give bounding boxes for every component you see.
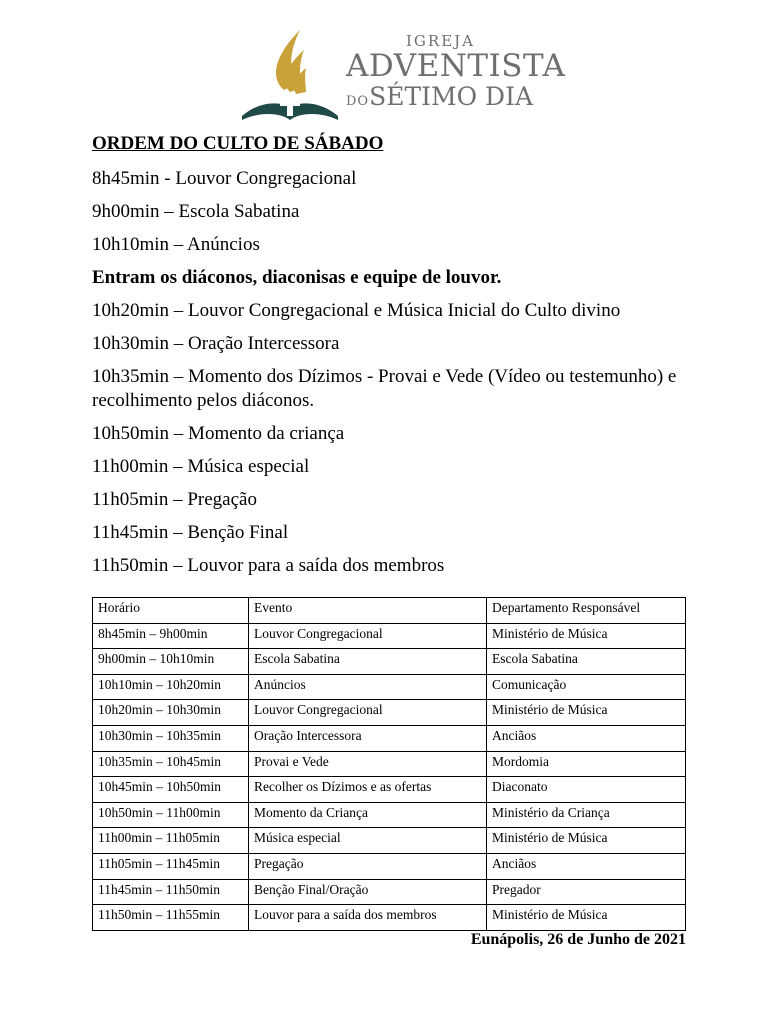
cell-horario: 11h00min – 11h05min [93,828,249,854]
cell-horario: 10h20min – 10h30min [93,700,249,726]
schedule-line: 11h00min – Música especial [92,456,310,477]
cell-evento: Louvor Congregacional [249,700,487,726]
schedule-line: 11h50min – Louvor para a saída dos membros [92,555,445,576]
schedule-line: 10h35min – Momento dos Dízimos - Provai e Vede (Vídeo ou testemunho) e recolhimento pelos diáconos. [92,366,677,411]
cell-evento: Recolher os Dízimos e as ofertas [249,777,487,803]
table-row [93,777,686,803]
cell-departamento: Pregador [487,879,686,905]
schedule-line: Entram os diáconos, diaconisas e equipe de louvor. [92,267,502,288]
schedule-line: 9h00min – Escola Sabatina [92,201,300,222]
table-row [93,623,686,649]
schedule-line: 8h45min - Louvor Congregacional [92,168,357,189]
header-horario: Horário [93,598,249,624]
cell-departamento: Mordomia [487,751,686,777]
date-location: Eunápolis, 26 de Junho de 2021 [470,931,686,948]
flame-bible-cross-icon [240,26,340,122]
cell-departamento: Diaconato [487,777,686,803]
table-row [93,751,686,777]
cell-evento: Música especial [249,828,487,854]
cell-evento: Louvor para a saída dos membros [249,905,487,931]
cell-horario: 9h00min – 10h10min [93,649,249,675]
logo-line-adventista: ADVENTISTA [346,48,566,84]
order-of-service [92,132,692,587]
cell-departamento: Ministério da Criança [487,802,686,828]
cell-departamento: Ministério de Música [487,905,686,931]
cell-horario: 11h05min – 11h45min [93,853,249,879]
schedule-line: 10h50min – Momento da criança [92,423,345,444]
table-row [93,802,686,828]
schedule-line: 11h45min – Benção Final [92,522,289,543]
logo-text [346,34,565,109]
cell-horario: 10h30min – 10h35min [93,725,249,751]
cell-evento: Pregação [249,853,487,879]
header-evento: Evento [249,598,487,624]
cell-horario: 10h45min – 10h50min [93,777,249,803]
cell-departamento: Ministério de Música [487,828,686,854]
table-header-row [93,598,686,624]
church-logo [240,26,566,122]
cell-evento: Louvor Congregacional [249,623,487,649]
cell-evento: Provai e Vede [249,751,487,777]
cell-horario: 11h50min – 11h55min [93,905,249,931]
table-row [93,700,686,726]
table-row [93,828,686,854]
cell-departamento: Escola Sabatina [487,649,686,675]
cell-evento: Oração Intercessora [249,725,487,751]
table-row [93,674,686,700]
schedule-line: 11h05min – Pregação [92,489,257,510]
schedule-line: 10h10min – Anúncios [92,234,260,255]
cell-departamento: Anciãos [487,853,686,879]
cell-horario: 11h45min – 11h50min [93,879,249,905]
cell-horario: 10h50min – 11h00min [93,802,249,828]
cell-evento: Escola Sabatina [249,649,487,675]
cell-evento: Benção Final/Oração [249,879,487,905]
schedule-line: 10h30min – Oração Intercessora [92,333,340,354]
table-row [93,905,686,931]
schedule-line: 10h20min – Louvor Congregacional e Música Inicial do Culto divino [92,300,621,321]
cell-horario: 10h35min – 10h45min [93,751,249,777]
logo-line-setimo-dia: DOSÉTIMO DIA [346,82,534,111]
table-row [93,649,686,675]
cell-departamento: Ministério de Música [487,700,686,726]
table-row [93,879,686,905]
header-departamento: Departamento Responsável [487,598,686,624]
page-title: ORDEM DO CULTO DE SÁBADO [92,133,384,154]
schedule-table [92,597,686,931]
cell-horario: 10h10min – 10h20min [93,674,249,700]
cell-departamento: Comunicação [487,674,686,700]
schedule-lines [92,167,692,578]
table-row [93,725,686,751]
cell-evento: Anúncios [249,674,487,700]
table-row [93,853,686,879]
cell-evento: Momento da Criança [249,802,487,828]
cell-departamento: Anciãos [487,725,686,751]
cell-departamento: Ministério de Música [487,623,686,649]
cell-horario: 8h45min – 9h00min [93,623,249,649]
logo-line-igreja: IGREJA [406,32,475,50]
